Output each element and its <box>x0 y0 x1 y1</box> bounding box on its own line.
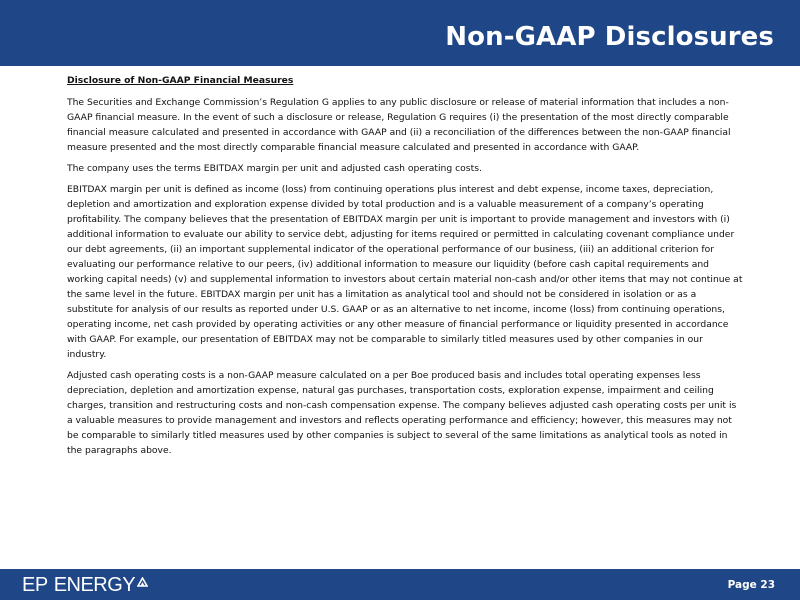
page-title: Non-GAAP Disclosures <box>445 22 774 52</box>
paragraph-adjusted-cash-costs: Adjusted cash operating costs is a non-GAAP measure calculated on a per Boe produced basis and includes total operating expenses less depreciation, depletion and amortization expense, natural gas purchases, transportation costs, exploration expense, impairment and ceiling charges, transition and restructuring costs and non-cash compensation expense. The company believes adjusted cash operating costs per unit is a valuable measures to provide management and investors and reflects operating performance and efficiency; however, this measures may not be comparable to similarly titled measures used by other companies is subject to several of the same limitations as analytical tools as noted in the paragraphs above. <box>67 370 737 456</box>
logo-text-ep: EP <box>22 573 48 596</box>
header-bar <box>0 0 800 66</box>
paragraph-ebitdax: EBITDAX margin per unit is defined as income (loss) from continuing operations plus interest and debt expense, income taxes, depreciation, depletion and amortization and exploration expense divided by total production and is a valuable measurement of a company’s operating profitability. The company believes that the presentation of EBITDAX margin per unit is important to provide management and investors with (i) additional information to evaluate our ability to service debt, adjusting for items required or permitted in calculating covenant compliance under our debt agreements, (ii) an important supplemental indicator of the operational performance of our business, (iii) an additional criterion for evaluating our performance relative to our peers, (iv) additional information to measure our liquidity (before cash capital requirements and working capital needs) (v) and supplemental information to investors about certain material non-cash and/or other items that may not continue at the same level in the future. EBITDAX margin per unit has a limitation as analytical tool and should not be considered in isolation or as a substitute for analysis of our results as reported under U.S. GAAP or as an alternative to net income, income (loss) from continuing operations, operating income, net cash provided by operating activities or any other measure of financial performance or liquidity presented in accordance with GAAP. For example, our presentation of EBITDAX may not be comparable to similarly titled measures used by other companies in our industry. <box>67 184 743 360</box>
main-content <box>67 73 743 464</box>
page-number: Page 23 <box>727 579 775 591</box>
paragraph-regulation-g: The Securities and Exchange Commission’s Regulation G applies to any public disclosure or release of material information that includes a non-GAAP financial measure. In the event of such a disclosure or release, Regulation G requires (i) the presentation of the most directly comparable financial measure calculated and presented in accordance with GAAP and (ii) a reconciliation of the differences between the non-GAAP financial measure presented and the most directly comparable financial measure calculated and presented in accordance with GAAP. <box>67 97 731 153</box>
paragraph-terms: The company uses the terms EBITDAX margin per unit and adjusted cash operating costs. <box>67 163 482 174</box>
section-heading: Disclosure of Non-GAAP Financial Measures <box>67 75 294 86</box>
footer-bar <box>0 569 800 600</box>
company-logo <box>22 573 148 597</box>
logo-text-energy: ENERGY <box>53 573 136 596</box>
flame-mark-icon <box>137 577 148 587</box>
